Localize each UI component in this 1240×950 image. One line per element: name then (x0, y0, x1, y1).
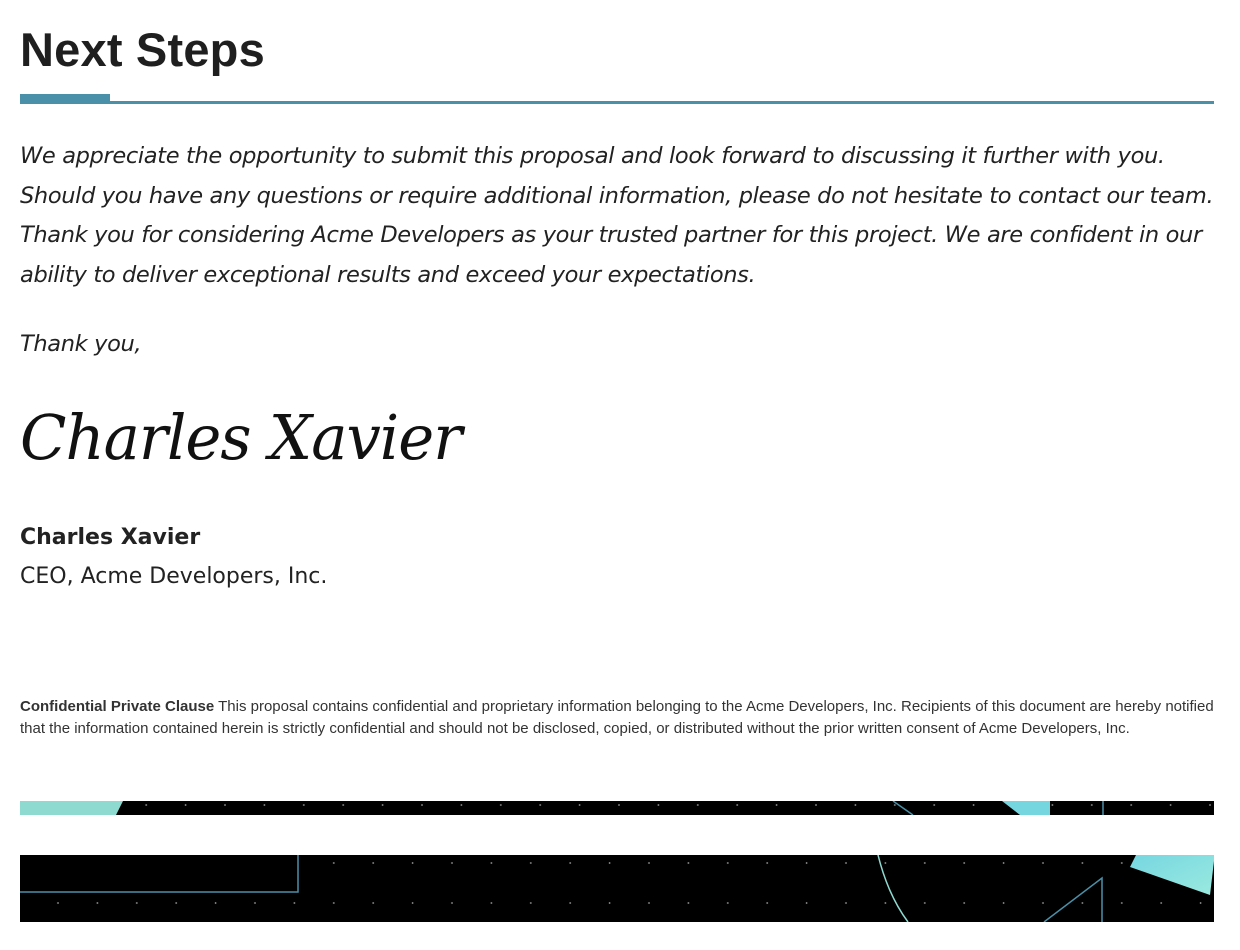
page-title: Next Steps (20, 23, 265, 76)
decorative-band-top (20, 801, 1214, 815)
signer-title: CEO, Acme Developers, Inc. (20, 564, 328, 589)
closing-line: Thank you, (20, 331, 142, 357)
title-underline-accent (20, 94, 110, 104)
confidential-clause (20, 696, 1216, 740)
band-bottom-graphic (20, 855, 1214, 922)
decorative-band-bottom (20, 855, 1214, 922)
band-top-graphic (20, 801, 1214, 815)
signer-name: Charles Xavier (20, 525, 201, 550)
signature-image: Charles Xavier (20, 401, 462, 474)
title-underline (20, 101, 1214, 104)
confidential-text: This proposal contains confidential and proprietary information belonging to the Acme Developers, Inc. Recipients of this document are hereby notified that the information contained herein is strictly confidential and should not be disclosed, copied, or distributed without the prior written consent of Acme Developers, Inc. (20, 698, 1214, 737)
intro-paragraph: We appreciate the opportunity to submit this proposal and look forward to discussing it further with you. Should you have any questions or require additional information, please do not hesitate to contact our team. Thank you for considering Acme Developers as your trusted partner for this project. We are confident in our ability to deliver exceptional results and exceed your expectations. (20, 143, 1214, 288)
confidential-label: Confidential Private Clause (20, 698, 215, 715)
